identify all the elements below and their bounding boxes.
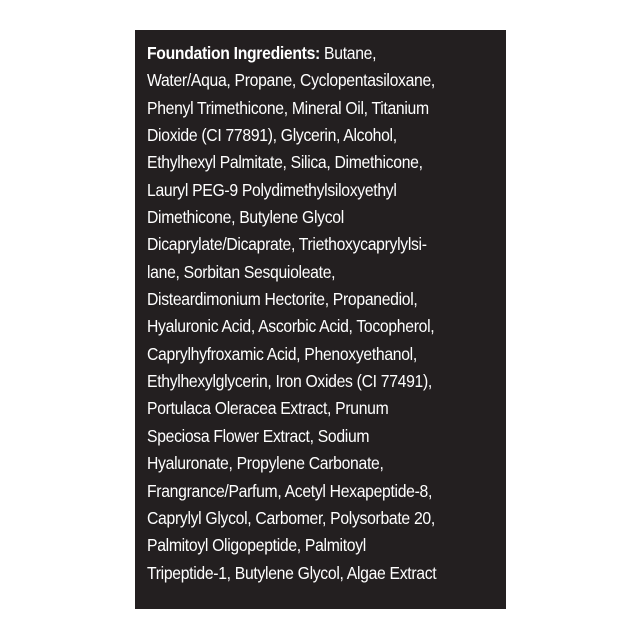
ingredients-text — [147, 40, 470, 587]
ingredient-line: Palmitoyl Oligopeptide, Palmitoyl — [147, 535, 366, 556]
ingredient-line: Hyaluronate, Propylene Carbonate, — [147, 453, 384, 474]
ingredients-heading: Foundation Ingredients: — [147, 43, 320, 63]
ingredient-line: Disteardimonium Hectorite, Propanediol, — [147, 289, 418, 310]
ingredient-line: lane, Sorbitan Sesquioleate, — [147, 261, 336, 282]
ingredient-line: Caprylyl Glycol, Carbomer, Polysorbate 20, — [147, 507, 435, 528]
ingredient-line: Tripeptide-1, Butylene Glycol, Algae Extract — [147, 562, 437, 583]
ingredient-line: Speciosa Flower Extract, Sodium — [147, 425, 370, 446]
ingredient-line: Caprylhyfroxamic Acid, Phenoxyethanol, — [147, 343, 417, 364]
ingredient-line: Phenyl Trimethicone, Mineral Oil, Titanium — [147, 97, 429, 118]
ingredient-line: Dimethicone, Butylene Glycol — [147, 207, 344, 228]
ingredient-line: Dicaprylate/Dicaprate, Triethoxycaprylylsi- — [147, 234, 427, 255]
ingredient-line: Hyaluronic Acid, Ascorbic Acid, Tocopherol, — [147, 316, 435, 337]
ingredient-line: Dioxide (CI 77891), Glycerin, Alcohol, — [147, 125, 397, 146]
ingredient-line: Lauryl PEG-9 Polydimethylsiloxyethyl — [147, 179, 397, 200]
ingredient-line: Frangrance/Parfum, Acetyl Hexapeptide-8, — [147, 480, 433, 501]
ingredient-line: Ethylhexylglycerin, Iron Oxides (CI 77491), — [147, 371, 432, 392]
ingredient-line: Water/Aqua, Propane, Cyclopentasiloxane, — [147, 70, 435, 91]
ingredient-line: Ethylhexyl Palmitate, Silica, Dimethicone, — [147, 152, 423, 173]
ingredient-line: Butane, — [319, 43, 377, 63]
ingredient-line: Portulaca Oleracea Extract, Prunum — [147, 398, 389, 419]
ingredients-label-panel — [135, 30, 506, 609]
